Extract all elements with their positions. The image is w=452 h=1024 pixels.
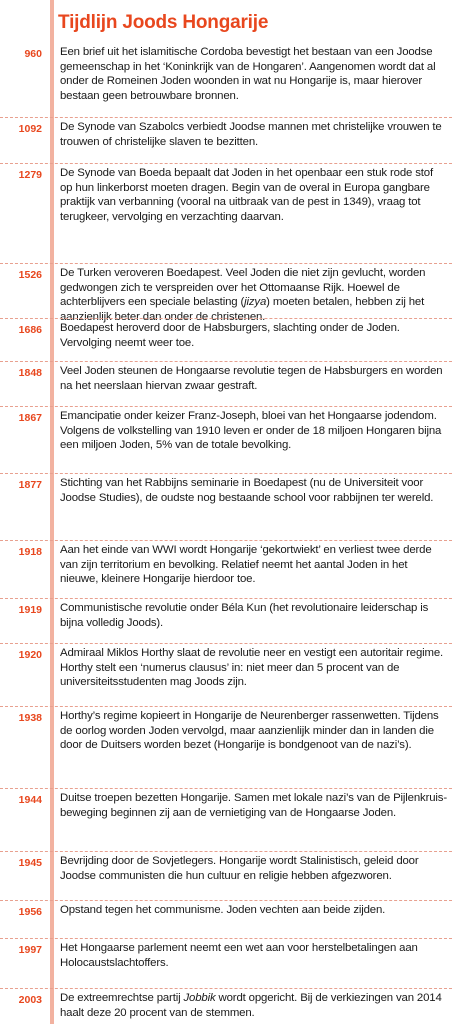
entry-text-segment: Opstand tegen het communisme. Joden vechten aan beide zijden. xyxy=(60,904,386,916)
timeline-entry xyxy=(0,406,452,473)
entry-text-segment: Aan het einde van WWI wordt Hongarije ‘gekortwiekt’ en verliest twee derde van zijn territorium en bevolking. Relatief neemt het aantal Joden in het nieuwe, kleinere Hongarije hierdoor toe. xyxy=(60,544,432,586)
entry-year: 960 xyxy=(24,48,42,60)
entry-text-segment: Het Hongaarse parlement neemt een wet aan voor herstelbetalingen aan Holocaustslachtoffers. xyxy=(60,942,418,969)
entry-text xyxy=(60,120,448,149)
timeline-entry xyxy=(0,900,452,938)
entry-text-italic: jizya xyxy=(244,296,267,309)
entry-text xyxy=(60,476,448,505)
entry-text-segment: Duitse troepen bezetten Hongarije. Samen met lokale nazi’s van de Pijlenkruis-beweging beginnen zij aan de vernietiging van de Hongaarse Joden. xyxy=(60,792,447,819)
timeline-entry xyxy=(0,706,452,788)
entry-text-segment: Horthy’s regime kopieert in Hongarije de Neurenberger rassenwetten. Tijdens de oorlog worden Joden vervolgd, maar aanzienlijk minder dan in landen die door de Duitsers worden bezet (Hongarije is bondgenoot van de nazi’s). xyxy=(60,710,439,752)
entry-year: 1944 xyxy=(18,794,42,806)
entry-year: 1092 xyxy=(18,123,42,135)
entry-text xyxy=(60,709,448,753)
entry-text-segment: Bevrijding door de Sovjetlegers. Hongarije wordt Stalinistisch, geleid door Joodse communisten die hun cultuur en religie hebben afgezworen. xyxy=(60,855,419,882)
timeline-entry xyxy=(0,263,452,323)
entry-year: 2003 xyxy=(18,994,42,1006)
entry-text xyxy=(60,903,448,918)
timeline-entry xyxy=(0,598,452,643)
entry-text-segment: Stichting van het Rabbijns seminarie in Boedapest (nu de Universiteit voor Joodse Studies), de oudste nog bestaande school voor rabbijnen ter wereld. xyxy=(60,477,434,504)
entry-year: 1867 xyxy=(18,412,42,424)
entry-text xyxy=(60,166,448,224)
entry-text-segment: Emancipatie onder keizer Franz-Joseph, bloei van het Hongaarse jodendom. Volgens de volkstelling van 1910 leven er onder de 18 miljoen Hongaren bijna een miljoen Joden, 5% van de totale bevolking. xyxy=(60,410,442,452)
entry-year: 1848 xyxy=(18,367,42,379)
entry-text-segment: Communistische revolutie onder Béla Kun (het revolutionaire leiderschap is bijna volledig Joods). xyxy=(60,602,429,629)
entry-text xyxy=(60,543,448,587)
entry-text xyxy=(60,601,448,630)
entry-text xyxy=(60,646,448,690)
entry-year: 1945 xyxy=(18,857,42,869)
entry-text xyxy=(60,364,448,393)
timeline-entry xyxy=(0,361,452,406)
entry-year: 1997 xyxy=(18,944,42,956)
entry-text-italic: Jobbik xyxy=(183,992,216,1004)
timeline-entry xyxy=(0,788,452,851)
entry-text xyxy=(60,991,448,1020)
entry-text xyxy=(60,854,448,883)
entry-year: 1686 xyxy=(18,324,42,336)
entry-text xyxy=(60,409,448,453)
entry-text xyxy=(60,266,448,324)
entry-text-segment: De extreemrechtse partij xyxy=(60,992,184,1004)
entry-year: 1956 xyxy=(18,906,42,918)
page-title: Tijdlijn Joods Hongarije xyxy=(58,12,269,33)
timeline-entry xyxy=(0,938,452,988)
entry-year: 1526 xyxy=(18,269,42,281)
timeline-entry xyxy=(0,643,452,706)
timeline-entry xyxy=(0,540,452,598)
timeline-entry xyxy=(0,117,452,163)
entry-text-segment: Boedapest heroverd door de Habsburgers, slachting onder de Joden. Vervolging neemt weer toe. xyxy=(60,322,400,349)
entry-text xyxy=(60,45,448,103)
entry-text xyxy=(60,941,448,970)
timeline-entry xyxy=(0,163,452,263)
timeline-entry xyxy=(0,43,452,117)
entry-text-segment: De Synode van Boeda bepaalt dat Joden in het openbaar een stuk rode stof op hun linkerborst moeten dragen. Begin van de overal in Europa gangbare praktijk van verbanning (vooral na uitbraak van de pest in 1349), vraag tot terugkeer, vervolging en verzachting daarvan. xyxy=(60,167,433,223)
timeline-entry xyxy=(0,473,452,540)
entry-text-segment: De Turken veroveren Boedapest. Veel Joden die niet zijn gevlucht, worden gedwongen zich te verspreiden over het Ottomaanse Rijk. Hoewel de achterblijvers een speciale belasting ( xyxy=(60,267,426,309)
entry-year: 1920 xyxy=(18,649,42,661)
entry-text xyxy=(60,321,448,350)
entry-year: 1279 xyxy=(18,169,42,181)
timeline-entry xyxy=(0,988,452,1024)
entry-text-segment: wordt opgericht. Bij de verkiezingen van 2014 haalt deze 20 procent van de stemmen. xyxy=(60,992,442,1019)
entry-text-segment: Een brief uit het islamitische Cordoba bevestigt het bestaan van een Joodse gemeenschap in het ‘Koninkrijk van de Hongaren’. Aangenomen wordt dat al onder de Romeinen Joden woonden in wat nu Hongarije is, maar hierover bestaan geen betrouwbare bronnen. xyxy=(60,46,436,102)
entry-year: 1938 xyxy=(18,712,42,724)
entry-text-segment: ) moeten betalen, hebben zij het aanzienlijk beter dan onder de christenen. xyxy=(60,296,425,323)
timeline-entry xyxy=(0,318,452,361)
entry-year: 1918 xyxy=(18,546,42,558)
entry-year: 1919 xyxy=(18,604,42,616)
entry-year: 1877 xyxy=(18,479,42,491)
entry-text-segment: Veel Joden steunen de Hongaarse revolutie tegen de Habsburgers en worden na het neerslaan hiervan zwaar gestraft. xyxy=(60,365,443,392)
entry-text-segment: De Synode van Szabolcs verbiedt Joodse mannen met christelijke vrouwen te trouwen of christelijke slaven te bezitten. xyxy=(60,121,442,148)
entry-text xyxy=(60,791,448,820)
entry-text-segment: Admiraal Miklos Horthy slaat de revolutie neer en vestigt een autoritair regime. Horthy stelt een ‘numerus clausus’ in: niet meer dan 5 procent van de universiteitsstudenten mag Joods zijn. xyxy=(60,647,444,689)
timeline-entry xyxy=(0,851,452,900)
